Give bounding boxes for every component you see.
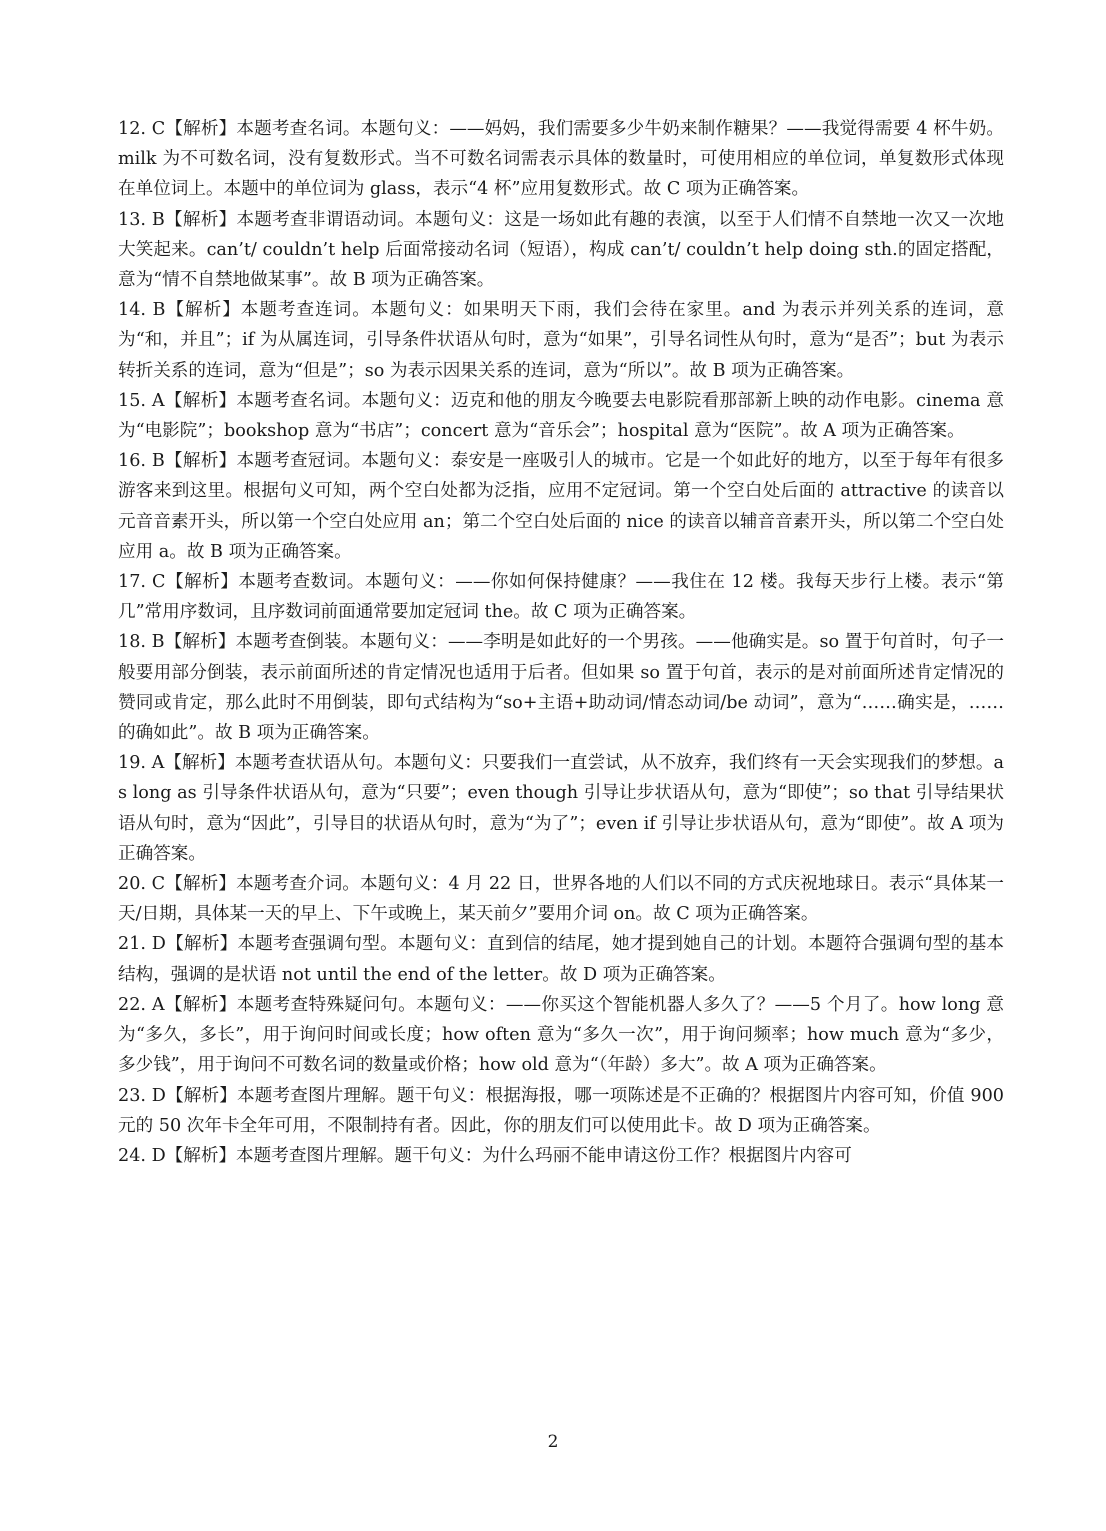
page-number: 2: [547, 1432, 559, 1452]
answer-17: 17. C【解析】本题考查数词。本题句义：——你如何保持健康？——我住在 12 楼。我每天步行上楼。表示“第几”常用序数词，且序数词前面通常要加定冠词 the。故 C 项为正确答案。: [118, 572, 1004, 623]
answer-22: 22. A【解析】本题考查特殊疑问句。本题句义：——你买这个智能机器人多久了？——5 个月了。how long 意为“多久，多长”，用于询问时间或长度；how often 意为“多久一次”，用于询问频率；how much 意为“多少，多少钱”，用于询问不可数名词的数量或价格；how old 意为“（年龄）多大”。故 A 项为正确答案。: [118, 994, 1004, 1076]
answer-13: 13. B【解析】本题考查非谓语动词。本题句义：这是一场如此有趣的表演，以至于人们情不自禁地一次又一次地大笑起来。can’t/ couldn’t help 后面常接动名词（短语），构成 can’t/ couldn’t help doing sth.的固定搭配，意为“情不自禁地做某事”。故 B 项为正确答案。: [118, 209, 1004, 291]
answer-20: 20. C【解析】本题考查介词。本题句义：4 月 22 日，世界各地的人们以不同的方式庆祝地球日。表示“具体某一天/日期，具体某一天的早上、下午或晚上，某天前夕”要用介词 on。故 C 项为正确答案。: [118, 874, 1004, 925]
answer-14: 14. B【解析】本题考查连词。本题句义：如果明天下雨，我们会待在家里。and 为表示并列关系的连词，意为“和，并且”；if 为从属连词，引导条件状语从句时，意为“如果”，引导名词性从句时，意为“是否”；but 为表示转折关系的连词，意为“但是”；so 为表示因果关系的连词，意为“所以”。故 B 项为正确答案。: [118, 300, 1004, 381]
answer-24: 24. D【解析】本题考查图片理解。题干句义：为什么玛丽不能申请这份工作？根据图片内容可: [118, 1145, 852, 1166]
answer-19: 19. A【解析】本题考查状语从句。本题句义：只要我们一直尝试，从不放弃，我们终有一天会实现我们的梦想。as long as 引导条件状语从句，意为“只要”；even though 引导让步状语从句，意为“即使”；so that 引导结果状语从句时，意为“因此”，引导目的状语从句时，意为“为了”；even if 引导让步状语从句，意为“即使”。故 A 项为正确答案。: [118, 753, 1004, 864]
answer-16: 16. B【解析】本题考查冠词。本题句义：泰安是一座吸引人的城市。它是一个如此好的地方，以至于每年有很多游客来到这里。根据句义可知，两个空白处都为泛指，应用不定冠词。第一个空白处后面的 attractive 的读音以元音音素开头，所以第一个空白处应用 an；第二个空白处后面的 nice 的读音以辅音音素开头，所以第二个空白处应用 a。故 B 项为正确答案。: [118, 451, 1004, 562]
answer-explanations: [118, 114, 1004, 1171]
answer-12: 12. C【解析】本题考查名词。本题句义：——妈妈，我们需要多少牛奶来制作糖果？——我觉得需要 4 杯牛奶。milk 为不可数名词，没有复数形式。当不可数名词需表示具体的数量时，可使用相应的单位词，单复数形式体现在单位词上。本题中的单位词为 glass，表示“4 杯”应用复数形式。故 C 项为正确答案。: [118, 119, 1004, 200]
answer-15: 15. A【解析】本题考查名词。本题句义：迈克和他的朋友今晚要去电影院看那部新上映的动作电影。cinema 意为“电影院”；bookshop 意为“书店”；concert 意为“音乐会”；hospital 意为“医院”。故 A 项为正确答案。: [118, 390, 1004, 442]
answer-18: 18. B【解析】本题考查倒装。本题句义：——李明是如此好的一个男孩。——他确实是。so 置于句首时，句子一般要用部分倒装，表示前面所述的肯定情况也适用于后者。但如果 so 置于句首，表示的是对前面所述肯定情况的赞同或肯定，那么此时不用倒装，即句式结构为“so+主语+助动词/情态动词/be 动词”，意为“……确实是，……的确如此”。故 B 项为正确答案。: [118, 632, 1004, 744]
answer-23: 23. D【解析】本题考查图片理解。题干句义：根据海报，哪一项陈述是不正确的？根据图片内容可知，价值 900 元的 50 次年卡全年可用，不限制持有者。因此，你的朋友们可以使用此卡。故 D 项为正确答案。: [118, 1085, 1004, 1136]
answer-21: 21. D【解析】本题考查强调句型。本题句义：直到信的结尾，她才提到她自己的计划。本题符合强调句型的基本结构，强调的是状语 not until the end of the letter。故 D 项为正确答案。: [118, 934, 1004, 985]
